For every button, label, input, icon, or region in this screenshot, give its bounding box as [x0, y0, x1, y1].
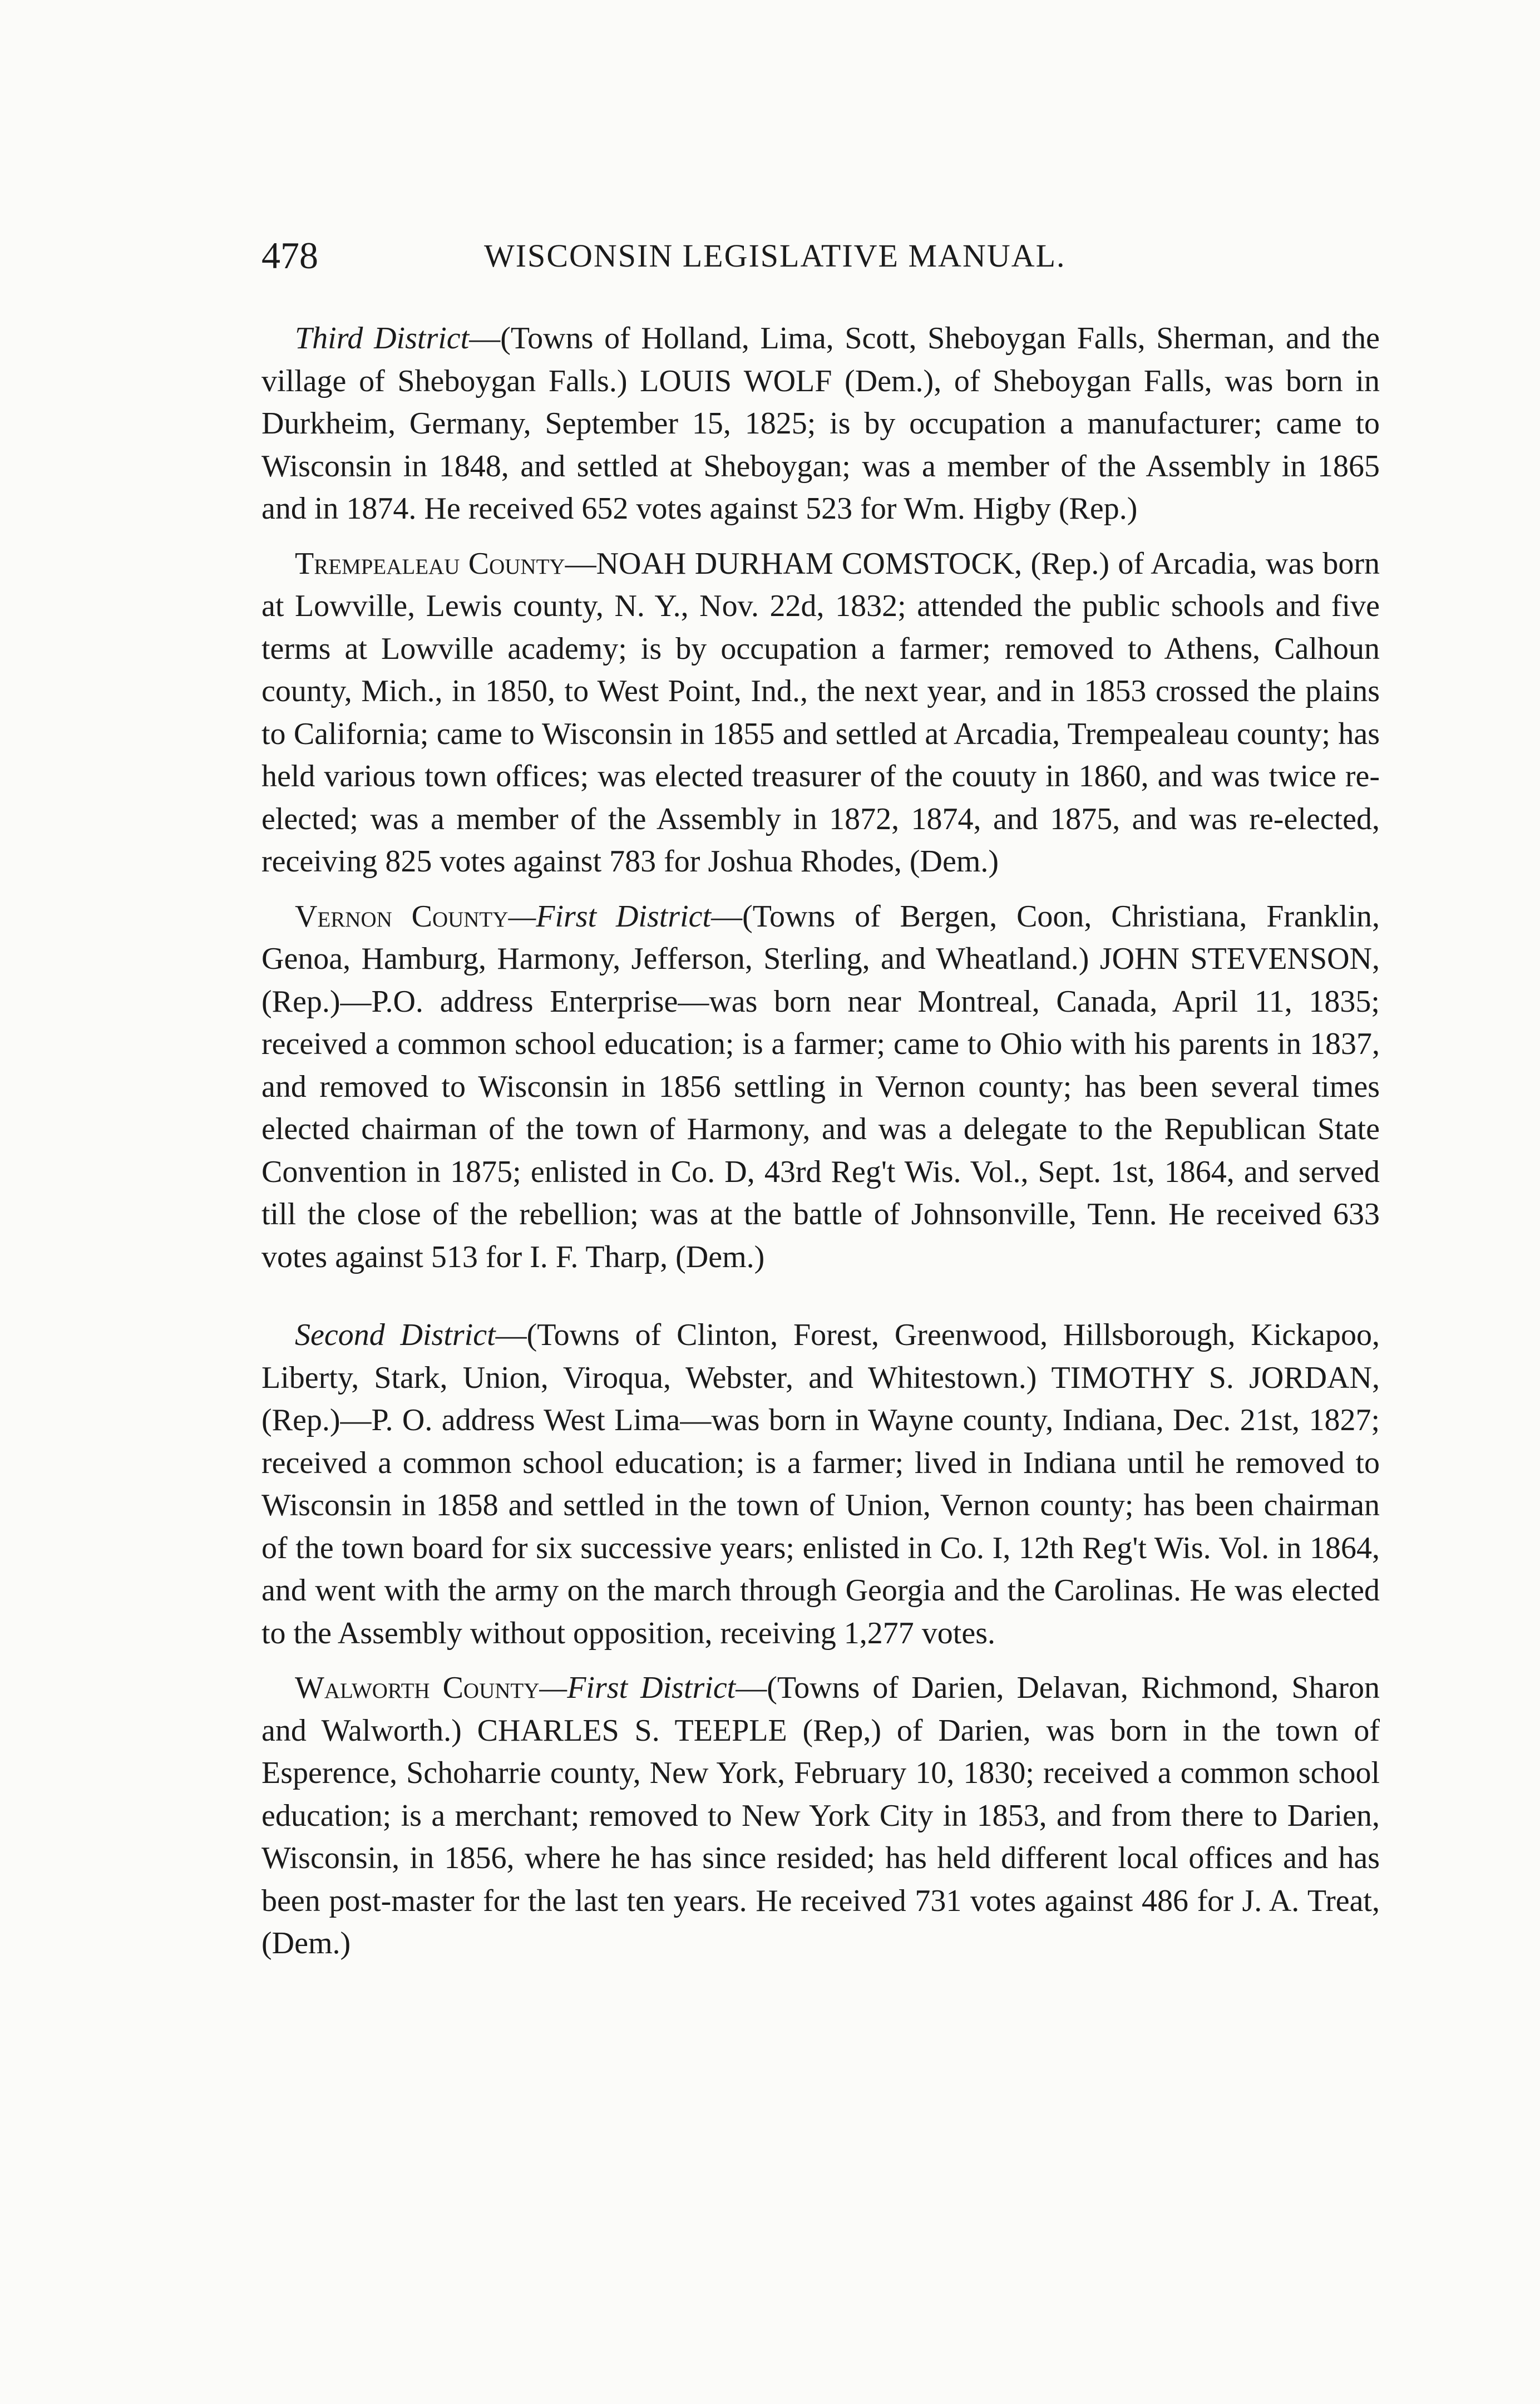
- district-name: Third District: [295, 321, 470, 356]
- paragraph-vernon-second-district: [261, 1314, 1380, 1654]
- paragraph-trempealeau-county: [261, 543, 1380, 883]
- county-name: Walworth County: [295, 1671, 540, 1705]
- paragraph-walworth-first-district: [261, 1667, 1380, 1965]
- county-name: Vernon County: [295, 899, 509, 934]
- paragraph-text: —(Towns of Holland, Lima, Scott, Sheboygan Falls, Sherman, and the village of Sheboygan Falls.) LOUIS WOLF (Dem.), of Sheboygan Falls, was born in Durkheim, Germany, September 15, 1825; is by occupation a manufacturer; came to Wisconsin in 1848, and settled at Sheboygan; was a member of the Assembly in 1865 and in 1874. He received 652 votes against 523 for Wm. Higby (Rep.): [261, 321, 1380, 526]
- paragraph-text: —NOAH DURHAM COMSTOCK, (Rep.) of Arcadia, was born at Lowville, Lewis county, N. Y., Nov. 22d, 1832; attended the public schools and five terms at Lowville academy; is by occupation a farmer; removed to Athens, Calhoun county, Mich., in 1850, to West Point, Ind., the next year, and in 1853 crossed the plains to California; came to Wisconsin in 1855 and settled at Arcadia, Trempealeau county; has held various town offices; was elected treasurer of the couuty in 1860, and was twice re-elected; was a member of the Assembly in 1872, 1874, and 1875, and was re-elected, receiving 825 votes against 783 for Joshua Rhodes, (Dem.): [261, 546, 1380, 879]
- paragraph-text: —(Towns of Bergen, Coon, Christiana, Franklin, Genoa, Hamburg, Harmony, Jefferson, Sterling, and Wheatland.) JOHN STEVENSON, (Rep.)—P.O. address Enterprise—was born near Montreal, Canada, April 11, 1835; received a common school education; is a farmer; came to Ohio with his parents in 1837, and removed to Wisconsin in 1856 settling in Vernon county; has been several times elected chairman of the town of Harmony, and was a delegate to the Republican State Convention in 1875; enlisted in Co. D, 43rd Reg't Wis. Vol., Sept. 1st, 1864, and served till the close of the rebellion; was at the battle of Johnsonville, Tenn. He received 633 votes against 513 for I. F. Tharp, (Dem.): [261, 899, 1380, 1274]
- paragraph-text: —(Towns of Darien, Delavan, Richmond, Sharon and Walworth.) CHARLES S. TEEPLE (Rep,) of Darien, was born in the town of Esperence, Schoharrie county, New York, February 10, 1830; received a common school education; is a merchant; removed to New York City in 1853, and from there to Darien, Wisconsin, in 1856, where he has since resided; has held different local offices and has been post-master for the last ten years. He received 731 votes against 486 for J. A. Treat, (Dem.): [261, 1671, 1380, 1960]
- page-body: [261, 317, 1380, 1965]
- district-name: —First District: [508, 899, 712, 934]
- paragraph-vernon-first-district: [261, 895, 1380, 1279]
- paragraph-text: —(Towns of Clinton, Forest, Greenwood, Hillsborough, Kickapoo, Liberty, Stark, Union, Viroqua, Webster, and Whitestown.) TIMOTHY S. JORDAN, (Rep.)—P. O. address West Lima—was born in Wayne county, Indiana, Dec. 21st, 1827; received a common school education; is a farmer; lived in Indiana until he removed to Wisconsin in 1858 and settled in the town of Union, Vernon county; has been chairman of the town board for six successive years; enlisted in Co. I, 12th Reg't Wis. Vol. in 1864, and went with the army on the march through Georgia and the Carolinas. He was elected to the Assembly without opposition, receiving 1,277 votes.: [261, 1318, 1380, 1651]
- page-header: [261, 234, 1374, 295]
- page-number: 478: [261, 234, 318, 277]
- running-head: WISCONSIN LEGISLATIVE MANUAL.: [484, 238, 1066, 274]
- paragraph-sheboygan-third-district: [261, 317, 1380, 530]
- county-name: Trempealeau County: [295, 546, 565, 581]
- district-name: —First District: [539, 1671, 736, 1705]
- district-name: Second District: [295, 1318, 496, 1352]
